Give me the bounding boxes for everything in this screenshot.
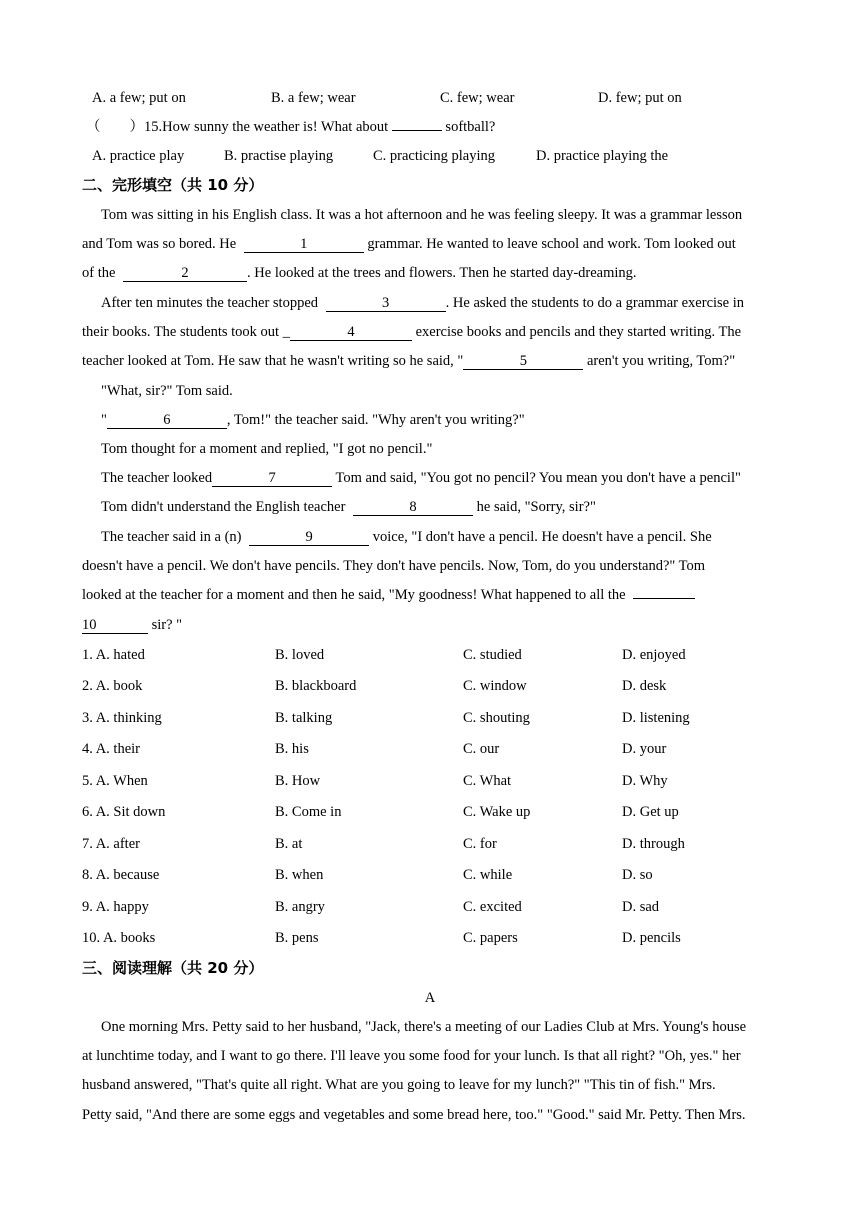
blank-underline: [633, 598, 695, 599]
text: . He looked at the trees and flowers. Then he started day-dreaming.: [247, 265, 637, 281]
paragraph-line: [101, 294, 744, 312]
choice-a: 5. A. When: [82, 773, 148, 789]
option-b: B. a few; wear: [271, 90, 356, 106]
blank: [392, 130, 442, 131]
text: Tom and said, "You got no pencil? You mean you don't have a pencil": [332, 470, 741, 486]
blank-10: 10: [82, 617, 148, 634]
choice-d: D. enjoyed: [622, 647, 686, 663]
choice-d: D. sad: [622, 899, 660, 915]
text: The teacher looked: [101, 470, 213, 486]
choice-d: D. through: [622, 836, 685, 852]
choice-a: 2. A. book: [82, 678, 143, 694]
choice-a: 7. A. after: [82, 836, 140, 852]
paragraph-line: One morning Mrs. Petty said to her husband, "Jack, there's a meeting of our Ladies Club at Mrs. Young's house: [101, 1019, 747, 1035]
paragraph-line: Tom was sitting in his English class. It was a hot afternoon and he was feeling sleepy. It was a grammar lesson: [101, 207, 743, 223]
section-heading: 三、阅读理解（共 20 分）: [82, 959, 264, 977]
choice-c: C. Wake up: [463, 804, 531, 820]
choice-a: 6. A. Sit down: [82, 804, 166, 820]
choice-d: D. listening: [622, 710, 690, 726]
option-d: D. practice playing the: [536, 148, 669, 164]
text: After ten minutes the teacher stopped: [101, 295, 322, 311]
blank-9: 9: [249, 529, 369, 546]
paragraph-line: [82, 323, 741, 341]
question-15-suffix: softball?: [441, 119, 496, 135]
option-b: B. practise playing: [224, 148, 334, 164]
paragraph-line: "What, sir?" Tom said.: [101, 383, 233, 399]
text: their books. The students took out _: [82, 324, 290, 340]
paragraph-line: [101, 498, 596, 516]
paragraph-line: [82, 235, 736, 253]
passage-label: A: [424, 990, 436, 1006]
section-heading: 二、完形填空（共 10 分）: [82, 176, 264, 194]
choice-c: C. shouting: [463, 710, 530, 726]
choice-a: 1. A. hated: [82, 647, 145, 663]
choice-d: D. so: [622, 867, 653, 883]
choice-c: C. window: [463, 678, 527, 694]
choice-d: D. desk: [622, 678, 667, 694]
choice-d: D. your: [622, 741, 667, 757]
choice-d: D. Why: [622, 773, 668, 789]
choice-b: B. loved: [275, 647, 325, 663]
blank-7: 7: [212, 470, 332, 487]
question-15-text: （ ）15.How sunny the weather is! What about: [86, 119, 392, 135]
choice-b: B. angry: [275, 899, 325, 915]
blank-3: 3: [326, 295, 446, 312]
paragraph-line: Petty said, "And there are some eggs and vegetables and some bread here, too." "Good." said Mr. Petty. Then Mrs.: [82, 1107, 746, 1123]
paragraph-line: [82, 586, 695, 604]
text: teacher looked at Tom. He saw that he wasn't writing so he said, ": [82, 353, 464, 369]
choice-a: 3. A. thinking: [82, 710, 162, 726]
choice-b: B. Come in: [275, 804, 342, 820]
option-c: C. practicing playing: [373, 148, 496, 164]
paragraph-line: husband answered, "That's quite all right. What are you going to leave for my lunch?" "This tin of fish." Mrs.: [82, 1077, 716, 1093]
paragraph-line: [101, 411, 525, 429]
text: he said, "Sorry, sir?": [473, 499, 596, 515]
choice-a: 9. A. happy: [82, 899, 149, 915]
choice-b: B. blackboard: [275, 678, 357, 694]
text: aren't you writing, Tom?": [583, 353, 736, 369]
text: looked at the teacher for a moment and then he said, "My goodness! What happened to all the: [82, 587, 630, 603]
paragraph-line: at lunchtime today, and I want to go there. I'll leave you some food for your lunch. Is that all right? "Oh, yes." her: [82, 1048, 741, 1064]
option-c: C. few; wear: [440, 90, 515, 106]
text: ": [101, 412, 107, 428]
choice-c: C. papers: [463, 930, 518, 946]
choice-a: 10. A. books: [82, 930, 156, 946]
paragraph-line: doesn't have a pencil. We don't have pencils. They don't have pencils. Now, Tom, do you understand?" Tom: [82, 558, 706, 574]
text: and Tom was so bored. He: [82, 236, 240, 252]
blank-2: 2: [123, 265, 247, 282]
choice-b: B. talking: [275, 710, 333, 726]
choice-b: B. his: [275, 741, 309, 757]
text: . He asked the students to do a grammar exercise in: [445, 295, 745, 311]
blank-4: 4: [290, 324, 412, 341]
choice-d: D. pencils: [622, 930, 681, 946]
paragraph-line: [101, 469, 741, 487]
text: The teacher said in a (n): [101, 529, 246, 545]
choice-c: C. for: [463, 836, 497, 852]
choice-d: D. Get up: [622, 804, 679, 820]
paragraph-line: [82, 352, 735, 370]
paragraph-line: [82, 616, 182, 634]
choice-b: B. How: [275, 773, 321, 789]
choice-b: B. at: [275, 836, 303, 852]
choice-c: C. What: [463, 773, 512, 789]
choice-c: C. our: [463, 741, 500, 757]
blank-1: 1: [244, 236, 364, 253]
option-a: A. practice play: [92, 148, 185, 164]
choice-c: C. while: [463, 867, 513, 883]
choice-a: 4. A. their: [82, 741, 140, 757]
text: exercise books and pencils and they started writing. The: [411, 324, 742, 340]
choice-b: B. when: [275, 867, 324, 883]
option-a: A. a few; put on: [92, 90, 186, 106]
text: , Tom!" the teacher said. "Why aren't you writing?": [226, 412, 525, 428]
text: Tom didn't understand the English teacher: [101, 499, 350, 515]
text: sir? ": [148, 617, 183, 633]
question-15: [86, 118, 495, 136]
blank-6: 6: [107, 412, 227, 429]
choice-c: C. excited: [463, 899, 522, 915]
paragraph-line: [82, 264, 637, 282]
text: voice, "I don't have a pencil. He doesn't have a pencil. She: [369, 529, 712, 545]
paragraph-line: [101, 528, 712, 546]
choice-a: 8. A. because: [82, 867, 160, 883]
choice-b: B. pens: [275, 930, 319, 946]
blank-8: 8: [353, 499, 473, 516]
paragraph-line: Tom thought for a moment and replied, "I got no pencil.": [101, 441, 433, 457]
blank-5: 5: [463, 353, 583, 370]
option-d: D. few; put on: [598, 90, 682, 106]
text: of the: [82, 265, 120, 281]
choice-c: C. studied: [463, 647, 522, 663]
text: grammar. He wanted to leave school and work. Tom looked out: [363, 236, 736, 252]
